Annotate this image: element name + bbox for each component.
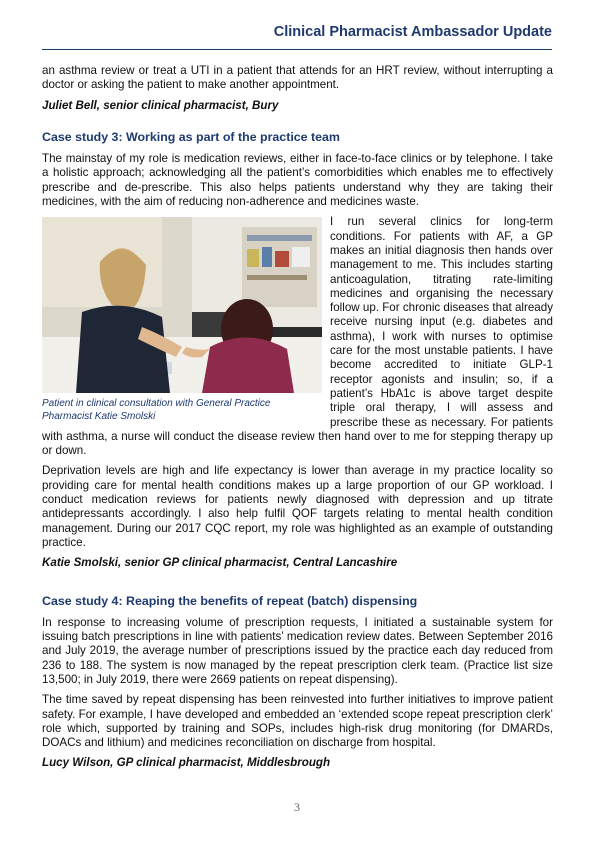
photo-caption: Patient in clinical consultation with General Practice Pharmacist Katie Smolski: [42, 398, 271, 423]
case-study-4-signature: Lucy Wilson, GP clinical pharmacist, Middlesbrough: [42, 756, 331, 770]
case-study-3-paragraph-1: The mainstay of my role is medication reviews, either in face-to-face clinics or by telephone. I take a holistic approach; acknowledging all the patient’s comorbidities which enables me to effectively prescribe and de-prescribe. This also helps patients understand why they are taking their medicines, with the aim of reducing non-adherence and medicines waste.: [42, 152, 553, 209]
intro-signature: Juliet Bell, senior clinical pharmacist, Bury: [42, 98, 279, 112]
case-study-3-signature: Katie Smolski, senior GP clinical pharmacist, Central Lancashire: [42, 556, 398, 570]
intro-paragraph: an asthma review or treat a UTI in a patient that attends for an HRT review, without interrupting a doctor or asking the patient to make another appointment.: [42, 64, 553, 92]
case-study-4-heading: Case study 4: Reaping the benefits of repeat (batch) dispensing: [42, 593, 418, 608]
consultation-photo: [42, 217, 322, 393]
case-study-3-paragraph-2: I run several clinics for long-term conditions. For patients with AF, a GP makes an initial diagnosis then hands over management to me. This includes starting anticoagulation, titrating rate-limiting medicines and organising the necessary follow up. For chronic diseases that already receive nursing input (e.g. diabetes and asthma), I work with nurses to optimise care for the most unstable patients. I have become accredited to initiate GLP-1 receptor agonists and insulin; so, if a patient’s HbA1c is above target despite triple oral therapy, I will assess and prescribe these as necessary. For patients with asthma, a nurse will conduct the disease review then hand over to me for stepping therapy up or down.: [42, 215, 553, 458]
page-number: 3: [294, 800, 300, 814]
consultation-photo-figure: [42, 217, 322, 423]
case-study-4-paragraph-2: The time saved by repeat dispensing has been reinvested into further initiatives to improve patient safety. For example, I have developed and embedded an ‘extended scope repeat prescription clerk’ role which, supported by training and SOPs, includes high-risk drug monitoring (for DMARDs, DOACs and lithium) and medicines reconciliation on discharge from hospital.: [42, 693, 553, 750]
case-study-3-paragraph-3: Deprivation levels are high and life expectancy is lower than average in my practice locality so providing care for mental health conditions makes up a large proportion of our GP workload. I conduct medication reviews for patients newly diagnosed with depression and up titrate antidepressants accordingly. I also help fulfil QOF targets relating to mental health condition management. During our 2017 CQC report, my role was highlighted as an example of outstanding practice.: [42, 464, 553, 549]
page-content: [42, 64, 553, 771]
case-study-4-paragraph-1: In response to increasing volume of prescription requests, I initiated a sustainable system for issuing batch prescriptions in line with patients’ medication review dates. Between September 2016 and July 2019, the average number of prescriptions issued by the practice each day reduced from 236 to 188. The system is now managed by the repeat prescription clerk team. (Practice list size 13,500; in July 2019, there were 2669 patients on repeat dispensing).: [42, 615, 553, 686]
page-header-title: Clinical Pharmacist Ambassador Update: [273, 24, 552, 40]
case-study-3-heading: Case study 3: Working as part of the practice team: [42, 129, 340, 144]
header-rule: [42, 49, 552, 50]
